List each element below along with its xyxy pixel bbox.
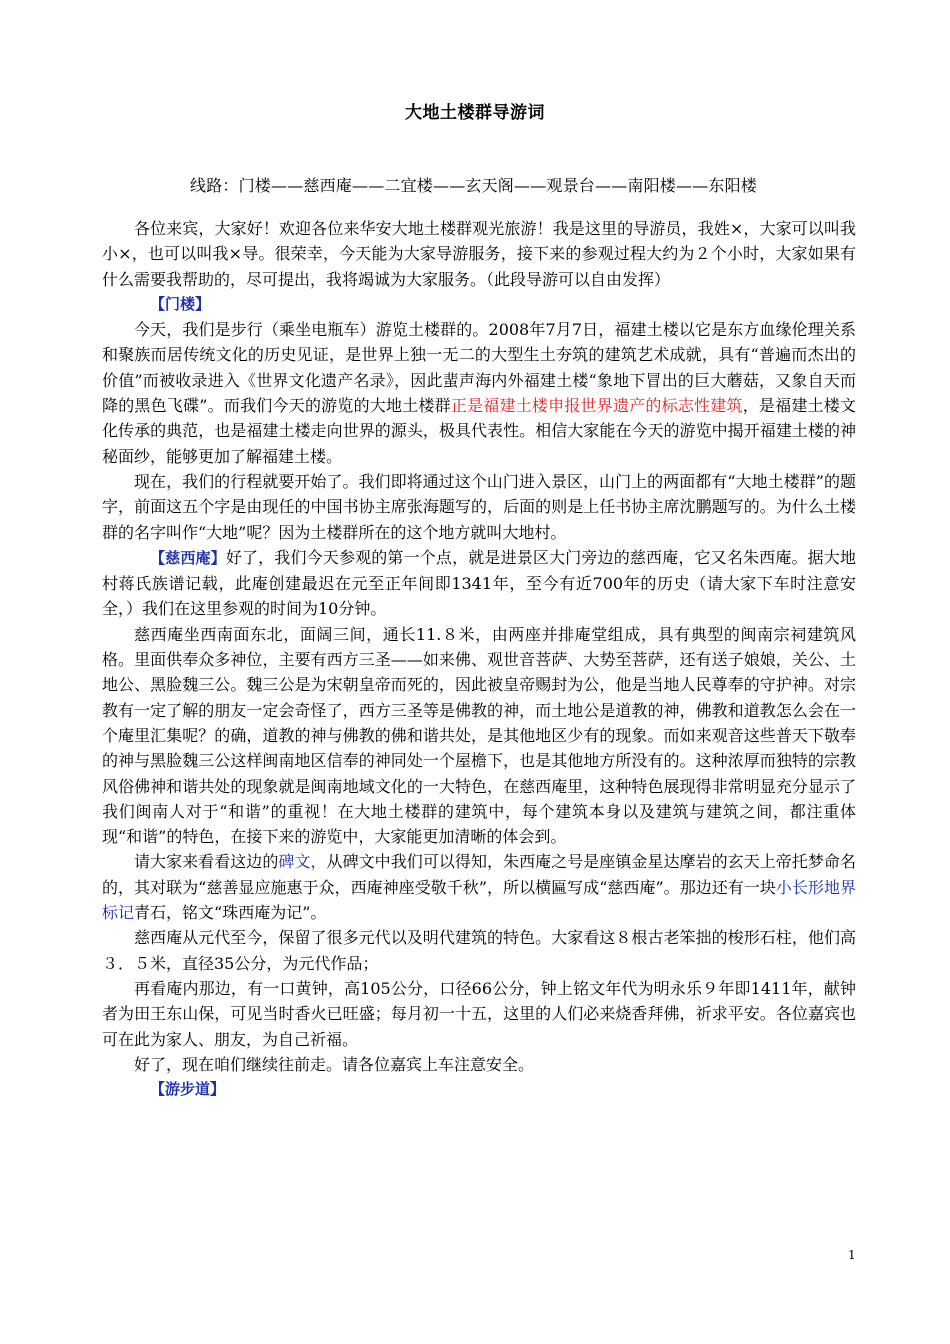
section-heading-cixian: 【慈西庵】 [150, 548, 226, 567]
cixian-p3-text-a: 请大家来看看这边的 [134, 852, 279, 872]
cixian-p3-text-b: 从碑文中我们可以得知，朱西庵之号是座镇金星达摩岩的玄天上帝托梦命名的，其对联为“慈善显应施惠于众，西庵神座受敬千秋”，所以横匾写成“慈西庵”。那边还有一块 [102, 852, 856, 897]
cixian-paragraph-2: 慈西庵坐西南面东北，面阔三间，通长11.８米，由两座并排庵堂组成，具有典型的闽南宗祠建筑风格。里面供奉众多神位，主要有西方三圣——如来佛、观世音菩萨、大势至菩萨，还有送子娘娘，关公、土地公、黑脸魏三公。魏三公是为宋朝皇帝而死的，因此被皇帝赐封为公，他是当地人民尊奉的守护神。对宗教有一定了解的朋友一定会奇怪了，西方三圣等是佛教的神，而土地公是道教的神，佛教和道教怎么会在一个庵里汇集呢？的确，道教的神与佛教的佛和谐共处，是其他地区少有的现象。而如来观音这些普天下敬奉的神与黑脸魏三公这样闽南地区信奉的神同处一个屋檐下，也是其他地方所没有的。这种浓厚而独特的宗教风俗佛神和谐共处的现象就是闽南地域文化的一大特色，在慈西庵里，这种特色展现得非常明显充分显示了我们闽南人对于“和谐”的重视！在大地土楼群的建筑中，每个建筑本身以及建筑与建筑之间，都注重体现“和谐”的特色，在接下来的游览中，大家能更加清晰的体会到。 [102, 624, 856, 847]
section-heading-menlou: 【门楼】 [150, 294, 211, 313]
cixian-paragraph-1 [102, 545, 856, 622]
section-heading-youbudao: 【游步道】 [150, 1080, 226, 1099]
menlou-paragraph-1 [102, 317, 856, 469]
menlou-text-b: ，是福建土楼文化传承的典范，也是福建土楼走向世界的源头，极具代表性。相信大家能在今天的游览中揭开福建土楼的神秘面纱，能够更加了解福建土楼。 [102, 396, 856, 466]
stele-link-text: 碑文， [278, 852, 327, 872]
page-number: 1 [848, 1248, 856, 1262]
boundary-marker-text: 小长形地界标记 [102, 877, 856, 923]
menlou-paragraph-2: 现在，我们的行程就要开始了。我们即将通过这个山门进入景区，山门上的两面都有“大地土楼群”的题字，前面这五个字是由现任的中国书协主席张海题写的，后面的则是上任书协主席沈鹏题写的。为什么土楼群的名字叫作“大地”呢？因为土楼群所在的这个地方就叫大地村。 [102, 471, 856, 542]
route-line: 线路：门楼——慈西庵——二宜楼——玄天阁——观景台——南阳楼——东阳楼 [190, 176, 758, 195]
cixian-paragraph-5: 再看庵内那边，有一口黄钟，高105公分，口径66公分，钟上铭文年代为明永乐９年即1411年，献钟者为田王东山保，可见当时香火已旺盛；每月初一十五，这里的人们必来烧香拜佛，祈求平安。各位嘉宾也可在此为家人、朋友，为自己祈福。 [102, 978, 856, 1049]
cixian-paragraph-4: 慈西庵从元代至今，保留了很多元代以及明代建筑的特色。大家看这８根古老笨拙的梭形石柱，他们高３．５米，直径35公分，为元代作品； [102, 928, 856, 973]
cixian-paragraph-6: 好了，现在咱们继续往前走。请各位嘉宾上车注意安全。 [134, 1054, 535, 1074]
cixian-paragraph-3 [102, 849, 856, 925]
document-title: 大地土楼群导游词 [405, 103, 545, 123]
intro-paragraph: 各位来宾，大家好！欢迎各位来华安大地土楼群观光旅游！我是这里的导游员，我姓×，大家可以叫我小×，也可以叫我×导。很荣幸，今天能为大家导游服务，接下来的参观过程大约为２个小时，大家如果有什么需要我帮助的，尽可提出，我将竭诚为大家服务。（此段导游可以自由发挥） [102, 219, 856, 289]
cixian-text: 好了，我们今天参观的第一个点，就是进景区大门旁边的慈西庵，它又名朱西庵。据大地村蒋氏族谱记载，此庵创建最迟在元至正年间即1341年，至今有近700年的历史（请大家下车时注意安全，）我们在这里参观的时间为10分钟。 [102, 547, 856, 619]
cixian-p3-text-c: 青石，铭文“珠西庵为记”。 [134, 903, 327, 923]
document-body [102, 216, 856, 1102]
menlou-highlight-red: 正是福建土楼申报世界遗产的标志性建筑 [450, 396, 743, 416]
menlou-text-a: 今天，我们是步行（乘坐电瓶车）游览土楼群的。2008年7月7日，福建土楼以它是东方血缘伦理关系和聚族而居传统文化的历史见证，是世界上独一无二的大型生土夯筑的建筑艺术成就，具有“普遍而杰出的价值”而被收录进入《世界文化遗产名录》，因此蜚声海内外福建土楼“象地下冒出的巨大蘑菇，又象自天而降的黑色飞碟”。而我们今天的游览的大地土楼群 [102, 320, 856, 416]
